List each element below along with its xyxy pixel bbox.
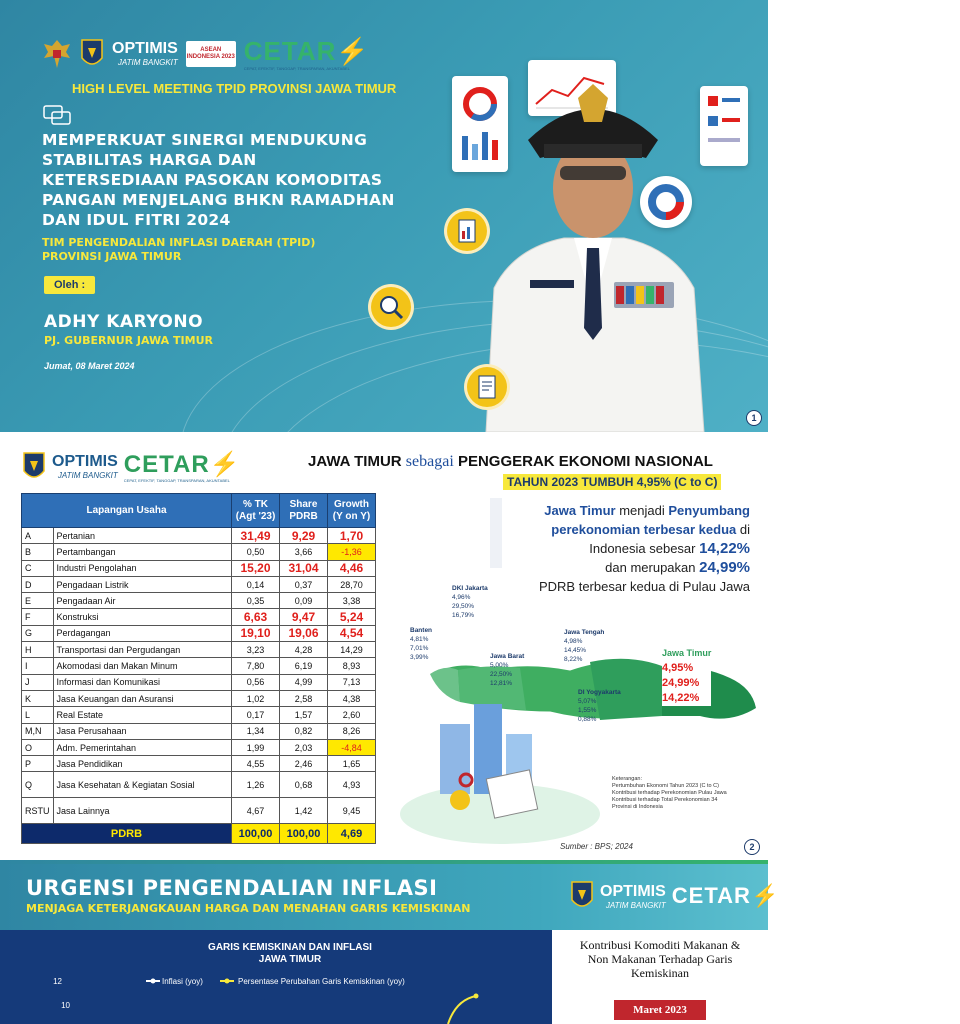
cetar-logo — [124, 450, 241, 483]
legend-note — [612, 776, 727, 811]
table-row — [22, 593, 376, 609]
row-code: P — [22, 756, 54, 772]
region-value: 24,99% — [662, 677, 700, 689]
row-tk: 0,50 — [232, 544, 280, 560]
title-line: MEMPERKUAT SINERGI MENDUKUNG — [42, 131, 368, 149]
row-share: 2,58 — [280, 690, 328, 706]
desc-value: 24,99% — [699, 559, 750, 576]
row-tk: 1,26 — [232, 772, 280, 798]
asean-logo-text: ASEAN — [200, 46, 222, 53]
map-label-dki — [452, 584, 488, 620]
table-row — [22, 609, 376, 625]
row-share: 2,46 — [280, 756, 328, 772]
panel-line: Non Makanan Terhadap Garis — [587, 952, 733, 966]
table-row — [22, 625, 376, 641]
row-share: 9,47 — [280, 609, 328, 625]
heading-part: sebagai — [405, 453, 454, 470]
presenter-name: ADHY KARYONO — [44, 312, 204, 332]
row-code: H — [22, 642, 54, 658]
desc-text: PDRB terbesar kedua di Pulau Jawa — [538, 579, 750, 594]
table-row — [22, 544, 376, 560]
row-code: D — [22, 576, 54, 592]
desc-text: dan merupakan — [605, 560, 696, 575]
region-value: 4,95% — [662, 662, 694, 674]
desc-text: Indonesia sebesar — [589, 541, 696, 556]
row-sector: Konstruksi — [53, 609, 232, 625]
column-header: Share PDRB — [280, 494, 328, 528]
row-code: C — [22, 560, 54, 576]
table-row — [22, 528, 376, 544]
region-value: 7,01% — [410, 645, 429, 652]
row-growth: 8,26 — [328, 723, 376, 739]
row-growth: 2,60 — [328, 707, 376, 723]
presenter-role: PJ. GUBERNUR JAWA TIMUR — [44, 334, 213, 347]
desc-text: perekonomian terbesar kedua — [551, 522, 737, 537]
region-value: 4,81% — [410, 636, 429, 643]
row-sector: Transportasi dan Pergudangan — [53, 642, 232, 658]
desc-text: di — [739, 522, 750, 537]
optimis-logo — [600, 883, 666, 910]
row-tk: 31,49 — [232, 528, 280, 544]
region-value: 14,22% — [662, 692, 700, 704]
optimis-logo-subtext: JATIM BANGKIT — [57, 471, 118, 480]
row-share: 0,37 — [280, 576, 328, 592]
row-tk: 4,55 — [232, 756, 280, 772]
contribution-text — [506, 501, 750, 596]
desc-value: 14,22% — [699, 540, 750, 557]
column-header: Lapangan Usaha — [22, 494, 232, 528]
row-sector: Pertambangan — [53, 544, 232, 560]
row-growth: 1,65 — [328, 756, 376, 772]
row-growth: 4,54 — [328, 625, 376, 641]
row-sector: Pengadaan Listrik — [53, 576, 232, 592]
title-line: PANGAN MENJELANG BHKN RAMADHAN — [42, 191, 395, 209]
row-growth: 4,93 — [328, 772, 376, 798]
jatim-shield-icon — [570, 880, 594, 912]
region-value: 5,00% — [490, 662, 509, 669]
chart-plot — [0, 930, 548, 1024]
meeting-label: HIGH LEVEL MEETING TPID PROVINSI JAWA TIMUR — [72, 81, 397, 96]
table-row — [22, 642, 376, 658]
row-tk: 19,10 — [232, 625, 280, 641]
growth-badge: TAHUN 2023 TUMBUH 4,95% (C to C) — [503, 474, 721, 490]
title-line: DAN IDUL FITRI 2024 — [42, 211, 231, 229]
row-share: 2,03 — [280, 739, 328, 755]
row-tk: 0,56 — [232, 674, 280, 690]
region-value: 4,96% — [452, 594, 471, 601]
page-number: 2 — [744, 839, 760, 855]
row-code: B — [22, 544, 54, 560]
table-row — [22, 723, 376, 739]
y-tick-label: 10 — [61, 1001, 70, 1010]
poverty-inflation-chart — [0, 930, 548, 1024]
contribution-panel — [552, 930, 768, 1024]
table-row — [22, 739, 376, 755]
map-label-diy — [578, 688, 621, 724]
region-value: 16,79% — [452, 612, 475, 619]
chart-title-line: GARIS KEMISKINAN DAN INFLASI — [208, 942, 372, 953]
row-sector: Jasa Pendidikan — [53, 756, 232, 772]
region-value: 22,50% — [490, 671, 513, 678]
desc-text: Penyumbang — [668, 503, 750, 518]
row-sector: Pertanian — [53, 528, 232, 544]
row-sector: Jasa Lainnya — [53, 798, 232, 824]
region-value: 14,45% — [564, 647, 587, 654]
month-badge: Maret 2023 — [614, 1000, 706, 1020]
cetar-logo-subtext: CEPAT, EFEKTIF, TANGGAP, TRANSPARAN, AKUNTABEL — [123, 478, 230, 483]
row-code: L — [22, 707, 54, 723]
legend-item: Provinsi di Indonesia — [612, 804, 663, 810]
legend-marker-garis — [225, 979, 230, 984]
presentation-title — [42, 130, 442, 230]
row-sector: Jasa Keuangan dan Asuransi — [53, 690, 232, 706]
garuda-emblem-icon — [42, 38, 72, 70]
row-code: E — [22, 593, 54, 609]
optimis-logo-text: OPTIMIS — [112, 40, 178, 57]
table-row — [22, 690, 376, 706]
row-sector: Informasi dan Komunikasi — [53, 674, 232, 690]
governor-portrait — [474, 78, 712, 432]
report-icon — [444, 208, 490, 254]
row-sector: Real Estate — [53, 707, 232, 723]
table-row — [22, 772, 376, 798]
table-row — [22, 798, 376, 824]
cetar-logo — [244, 36, 370, 71]
logo-bar — [42, 36, 370, 71]
region-name: DKI Jakarta — [452, 585, 488, 592]
row-code: A — [22, 528, 54, 544]
row-share: 0,09 — [280, 593, 328, 609]
legend-item: Kontribusi terhadap Total Perekonomian 34 — [612, 797, 718, 803]
table-body — [22, 528, 376, 844]
row-share: 1,57 — [280, 707, 328, 723]
panel-line: Kemiskinan — [631, 966, 689, 980]
oleh-badge: Oleh : — [44, 276, 95, 294]
sector-table — [21, 493, 376, 844]
row-code: O — [22, 739, 54, 755]
region-name: DI Yogyakarta — [578, 689, 621, 696]
row-sector: Pengadaan Air — [53, 593, 232, 609]
row-share: 3,66 — [280, 544, 328, 560]
economy-slide — [0, 432, 768, 864]
chart-title-line: JAWA TIMUR — [258, 954, 322, 965]
row-growth: 7,13 — [328, 674, 376, 690]
row-tk: 4,67 — [232, 798, 280, 824]
total-growth: 4,69 — [328, 824, 376, 844]
page-number: 1 — [746, 410, 762, 426]
decor-box — [490, 498, 502, 568]
legend-marker-inflasi — [151, 979, 156, 984]
logo-bar — [570, 880, 779, 912]
row-code: K — [22, 690, 54, 706]
row-code: Q — [22, 772, 54, 798]
presentation-date: Jumat, 08 Maret 2024 — [44, 361, 135, 371]
region-value: 3,99% — [410, 654, 429, 661]
legend-item: Kontribusi terhadap Perekonomian Pulau Jawa — [612, 790, 727, 796]
row-share: 0,82 — [280, 723, 328, 739]
legend-label: Persentase Perubahan Garis Kemiskinan (yoy) — [238, 977, 405, 986]
table-total-row — [22, 824, 376, 844]
chat-bubble-icon — [42, 104, 72, 128]
cetar-logo-subtext: CEPAT, EFEKTIF, TANGGAP, TRANSPARAN, AKUNTABEL — [243, 66, 350, 71]
region-name: Jawa Tengah — [564, 629, 605, 636]
region-value: 8,22% — [564, 656, 583, 663]
title-slide — [0, 0, 768, 432]
row-growth: 3,38 — [328, 593, 376, 609]
map-label-banten — [410, 626, 432, 662]
map-label-jatim — [662, 646, 711, 706]
slide-heading — [308, 453, 713, 471]
row-tk: 1,02 — [232, 690, 280, 706]
row-sector: Industri Pengolahan — [53, 560, 232, 576]
row-code: F — [22, 609, 54, 625]
title-line: STABILITAS HARGA DAN — [42, 151, 257, 169]
map-label-jateng — [564, 628, 604, 664]
row-code: RSTU — [22, 798, 54, 824]
row-tk: 6,63 — [232, 609, 280, 625]
row-code: J — [22, 674, 54, 690]
inflation-slide — [0, 864, 780, 1024]
table-row — [22, 707, 376, 723]
row-growth: 5,24 — [328, 609, 376, 625]
optimis-logo-text: OPTIMIS — [600, 882, 666, 900]
asean-logo — [186, 41, 236, 67]
series-point-garis — [474, 994, 479, 999]
row-tk: 7,80 — [232, 658, 280, 674]
row-growth: 4,46 — [328, 560, 376, 576]
row-sector: Jasa Perusahaan — [53, 723, 232, 739]
row-tk: 1,34 — [232, 723, 280, 739]
y-tick-label: 12 — [53, 977, 62, 986]
row-tk: 0,35 — [232, 593, 280, 609]
logo-bar — [22, 450, 241, 483]
tpid-line: TIM PENGENDALIAN INFLASI DAERAH (TPID) — [42, 236, 316, 249]
row-sector: Adm. Pemerintahan — [53, 739, 232, 755]
total-share: 100,00 — [280, 824, 328, 844]
lightning-icon: ⚡ — [209, 451, 241, 478]
optimis-logo — [112, 40, 178, 67]
desc-text: menjadi — [619, 503, 665, 518]
slide-subtitle: MENJAGA KETERJANGKAUAN HARGA DAN MENAHAN GARIS KEMISKINAN — [26, 902, 471, 915]
column-header: % TK (Agt '23) — [232, 494, 280, 528]
region-value: 0,88% — [578, 716, 597, 723]
document-icon — [464, 364, 510, 410]
table-row — [22, 756, 376, 772]
row-tk: 0,14 — [232, 576, 280, 592]
asean-logo-subtext: INDONESIA 2023 — [186, 53, 235, 60]
legend-label: Inflasi (yoy) — [162, 977, 203, 986]
panel-text — [560, 938, 760, 980]
table-row — [22, 560, 376, 576]
cetar-logo-text: CETAR — [243, 36, 337, 66]
row-share: 4,28 — [280, 642, 328, 658]
region-value: 29,50% — [452, 603, 475, 610]
row-growth: 14,29 — [328, 642, 376, 658]
row-code: I — [22, 658, 54, 674]
row-growth: -4,84 — [328, 739, 376, 755]
cetar-logo-text: CETAR — [671, 883, 751, 908]
row-growth: -1,36 — [328, 544, 376, 560]
row-share: 4,99 — [280, 674, 328, 690]
lightning-icon: ⚡ — [336, 36, 370, 66]
row-growth: 1,70 — [328, 528, 376, 544]
row-share: 31,04 — [280, 560, 328, 576]
row-growth: 4,38 — [328, 690, 376, 706]
region-name: Banten — [410, 627, 433, 634]
series-line-garis — [448, 996, 476, 1024]
region-value: 1,55% — [578, 707, 597, 714]
column-header: Growth (Y on Y) — [328, 494, 376, 528]
region-name: Jawa Barat — [490, 653, 525, 660]
row-tk: 15,20 — [232, 560, 280, 576]
optimis-logo-subtext: JATIM BANGKIT — [605, 900, 666, 910]
row-growth: 28,70 — [328, 576, 376, 592]
desc-text: Jawa Timur — [544, 503, 616, 518]
region-value: 12,81% — [490, 680, 513, 687]
lightning-icon: ⚡ — [750, 883, 780, 908]
tpid-label — [42, 236, 315, 264]
legend-item: Pertumbuhan Ekonomi Tahun 2023 (C to C) — [612, 783, 719, 789]
title-line: KETERSEDIAAN PASOKAN KOMODITAS — [42, 171, 383, 189]
map-label-jabar — [490, 652, 524, 688]
row-code: G — [22, 625, 54, 641]
row-share: 1,42 — [280, 798, 328, 824]
row-tk: 1,99 — [232, 739, 280, 755]
row-sector: Akomodasi dan Makan Minum — [53, 658, 232, 674]
optimis-logo — [52, 453, 118, 480]
row-code: M,N — [22, 723, 54, 739]
region-name: Jawa Timur — [662, 648, 712, 658]
row-growth: 8,93 — [328, 658, 376, 674]
jatim-shield-icon — [22, 451, 46, 483]
table-row — [22, 658, 376, 674]
region-value: 5,07% — [578, 698, 597, 705]
slide-title: URGENSI PENGENDALIAN INFLASI — [26, 876, 438, 900]
tpid-line: PROVINSI JAWA TIMUR — [42, 250, 182, 263]
heading-part: JAWA TIMUR — [308, 453, 402, 470]
table-row — [22, 674, 376, 690]
legend-title: Keterangan: — [612, 776, 642, 782]
row-share: 19,06 — [280, 625, 328, 641]
row-tk: 0,17 — [232, 707, 280, 723]
magnifier-icon — [368, 284, 414, 330]
heading-part: PENGGERAK EKONOMI NASIONAL — [457, 453, 713, 470]
row-tk: 3,23 — [232, 642, 280, 658]
total-name: PDRB — [22, 824, 232, 844]
cetar-logo-text: CETAR — [123, 451, 210, 478]
row-growth: 9,45 — [328, 798, 376, 824]
row-sector: Jasa Kesehatan & Kegiatan Sosial — [53, 772, 232, 798]
table-header-row — [22, 494, 376, 528]
panel-line: Kontribusi Komoditi Makanan & — [579, 938, 741, 952]
cetar-logo — [672, 883, 780, 909]
region-value: 4,98% — [564, 638, 583, 645]
row-sector: Perdagangan — [53, 625, 232, 641]
row-share: 0,68 — [280, 772, 328, 798]
optimis-logo-text: OPTIMIS — [52, 453, 118, 470]
source-note: Sumber : BPS; 2024 — [560, 842, 633, 851]
jatim-shield-icon — [80, 38, 104, 70]
table-row — [22, 576, 376, 592]
row-share: 9,29 — [280, 528, 328, 544]
row-share: 6,19 — [280, 658, 328, 674]
total-tk: 100,00 — [232, 824, 280, 844]
optimis-logo-subtext: JATIM BANGKIT — [117, 58, 178, 67]
